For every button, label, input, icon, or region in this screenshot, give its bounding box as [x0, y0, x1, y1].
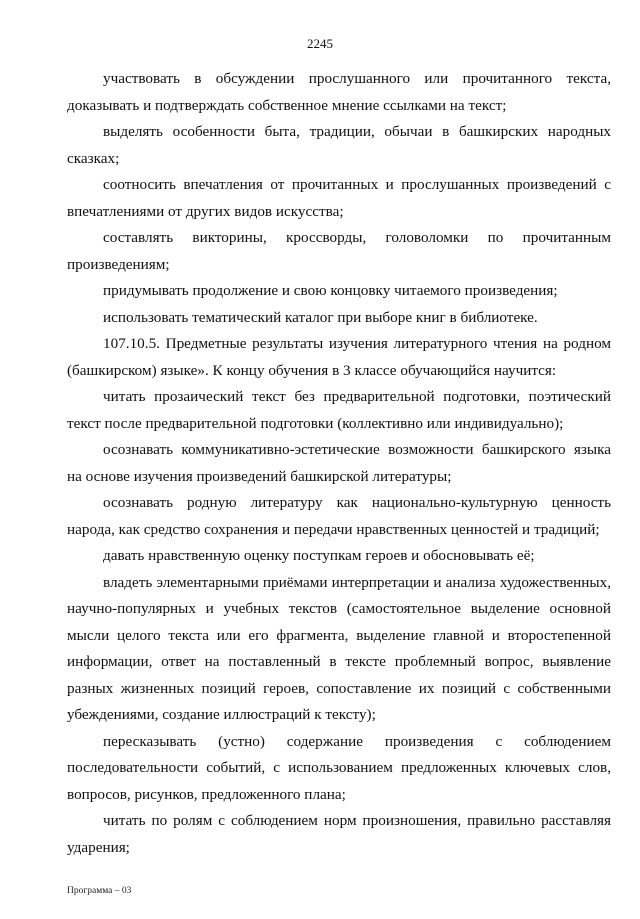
paragraph: осознавать родную литературу как национально-культурную ценность народа, как средство сохранения и передачи нравственных ценностей и традиций; [67, 494, 611, 538]
paragraph: читать по ролям с соблюдением норм произношения, правильно расставляя ударения; [67, 812, 611, 856]
paragraph: пересказывать (устно) содержание произведения с соблюдением последовательности событий, с использованием предложенных ключевых слов, вопросов, рисунков, предложенного плана; [67, 732, 611, 803]
paragraph: давать нравственную оценку поступкам героев и обосновывать её; [103, 547, 535, 564]
page-footer: Программа – 03 [67, 886, 132, 896]
body-text [67, 66, 611, 861]
paragraph: использовать тематический каталог при выборе книг в библиотеке. [103, 308, 538, 326]
paragraph: осознавать коммуникативно-эстетические возможности башкирского языка на основе изучения произведений башкирской литературы; [67, 441, 611, 485]
paragraph: владеть элементарными приёмами интерпретации и анализа художественных, научно-популярных и учебных текстов (самостоятельное выделение основной мысли целого текста или его фрагмента, выделение главной и второстепенной информации, ответ на поставленный в тексте проблемный вопрос, выявление разных жизненных позиций героев, сопоставление их позиций с собственными убеждениями, создание иллюстраций к тексту); [67, 573, 611, 723]
page-number: 2245 [307, 36, 333, 51]
paragraph: соотносить впечатления от прочитанных и прослушанных произведений с впечатлениями от других видов искусства; [67, 176, 611, 220]
paragraph: выделять особенности быта, традиции, обычаи в башкирских народных сказках; [67, 123, 611, 167]
paragraph: читать прозаический текст без предварительной подготовки, поэтический текст после предварительной подготовки (коллективно или индивидуально); [67, 388, 611, 432]
paragraph: составлять викторины, кроссворды, головоломки по прочитанным произведениям; [67, 229, 611, 273]
paragraph: участвовать в обсуждении прослушанного или прочитанного текста, доказывать и подтверждать собственное мнение ссылками на текст; [67, 70, 611, 114]
paragraph: придумывать продолжение и свою концовку читаемого произведения; [103, 282, 558, 299]
paragraph: 107.10.5. Предметные результаты изучения литературного чтения на родном (башкирском) языке». К концу обучения в 3 классе обучающийся научится: [67, 335, 611, 379]
